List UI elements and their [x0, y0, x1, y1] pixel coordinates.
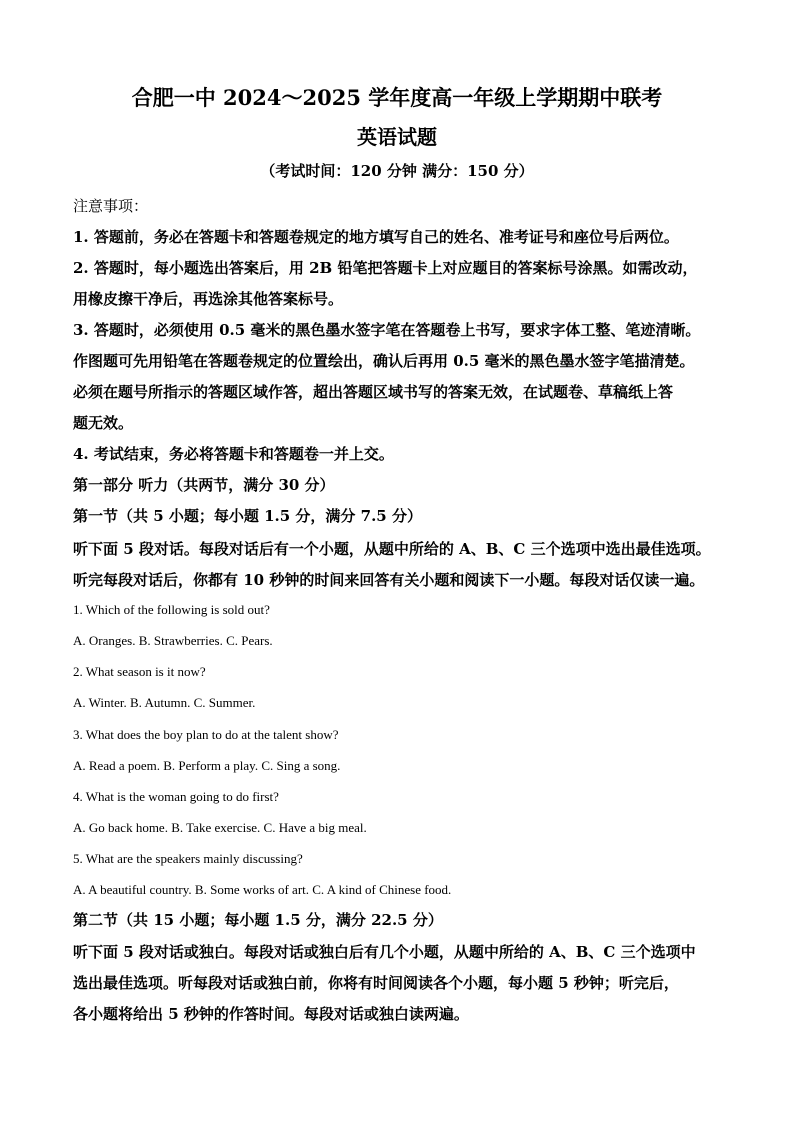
section1-instruction-line-1: 听下面 5 段对话。每段对话后有一个小题，从题中所给的 A、B、C 三个选项中选出最佳选项。 — [73, 540, 711, 558]
question-3-options: A. Read a poem. B. Perform a play. C. Sing a song. — [73, 758, 341, 773]
section1-heading: 第一节（共 5 小题；每小题 1.5 分，满分 7.5 分） — [73, 507, 422, 525]
notice-item-3-line-2: 作图题可先用铅笔在答题卷规定的位置绘出，确认后再用 0.5 毫米的黑色墨水签字笔描清楚。 — [73, 352, 695, 370]
question-5: 5. What are the speakers mainly discussing? — [73, 851, 303, 866]
exam-info: （考试时间：120 分钟 满分：150 分） — [260, 162, 534, 180]
notice-item-4: 4. 考试结束，务必将答题卡和答题卷一并上交。 — [73, 445, 394, 463]
subject-title: 英语试题 — [357, 125, 437, 149]
notice-item-2-line-1: 2. 答题时，每小题选出答案后，用 2B 铅笔把答题卡上对应题目的答案标号涂黑。如需改动， — [73, 259, 698, 277]
notice-item-3-line-4: 题无效。 — [73, 414, 134, 432]
question-1: 1. Which of the following is sold out? — [73, 602, 270, 617]
question-4-options: A. Go back home. B. Take exercise. C. Have a big meal. — [73, 820, 367, 835]
notice-item-2-line-2: 用橡皮擦干净后，再选涂其他答案标号。 — [73, 290, 344, 308]
question-5-options: A. A beautiful country. B. Some works of art. C. A kind of Chinese food. — [73, 882, 452, 897]
part1-heading: 第一部分 听力（共两节，满分 30 分） — [73, 476, 335, 494]
notice-heading: 注意事项： — [73, 197, 149, 215]
question-1-options: A. Oranges. B. Strawberries. C. Pears. — [73, 633, 273, 648]
notice-item-3-line-1: 3. 答题时，必须使用 0.5 毫米的黑色墨水签字笔在答题卷上书写，要求字体工整、笔迹清晰。 — [73, 321, 701, 339]
question-3: 3. What does the boy plan to do at the talent show? — [73, 727, 339, 742]
section1-instruction-line-2: 听完每段对话后，你都有 10 秒钟的时间来回答有关小题和阅读下一小题。每段对话仅读一遍。 — [73, 571, 705, 589]
section2-heading: 第二节（共 15 小题；每小题 1.5 分，满分 22.5 分） — [73, 911, 443, 929]
notice-item-3-line-3: 必须在题号所指示的答题区域作答，超出答题区域书写的答案无效，在试题卷、草稿纸上答 — [73, 383, 674, 401]
question-2: 2. What season is it now? — [73, 664, 206, 679]
section2-instruction-line-3: 各小题将给出 5 秒钟的作答时间。每段对话或独白读两遍。 — [73, 1005, 469, 1023]
section2-instruction-line-2: 选出最佳选项。听每段对话或独白前，你将有时间阅读各个小题，每小题 5 秒钟；听完后， — [73, 974, 679, 992]
question-2-options: A. Winter. B. Autumn. C. Summer. — [73, 695, 256, 710]
question-4: 4. What is the woman going to do first? — [73, 789, 279, 804]
section2-instruction-line-1: 听下面 5 段对话或独白。每段对话或独白后有几个小题，从题中所给的 A、B、C 三个选项中 — [73, 943, 696, 961]
exam-title: 合肥一中 2024～2025 学年度高一年级上学期期中联考 — [131, 85, 663, 110]
notice-item-1: 1. 答题前，务必在答题卡和答题卷规定的地方填写自己的姓名、准考证号和座位号后两位。 — [73, 228, 679, 246]
